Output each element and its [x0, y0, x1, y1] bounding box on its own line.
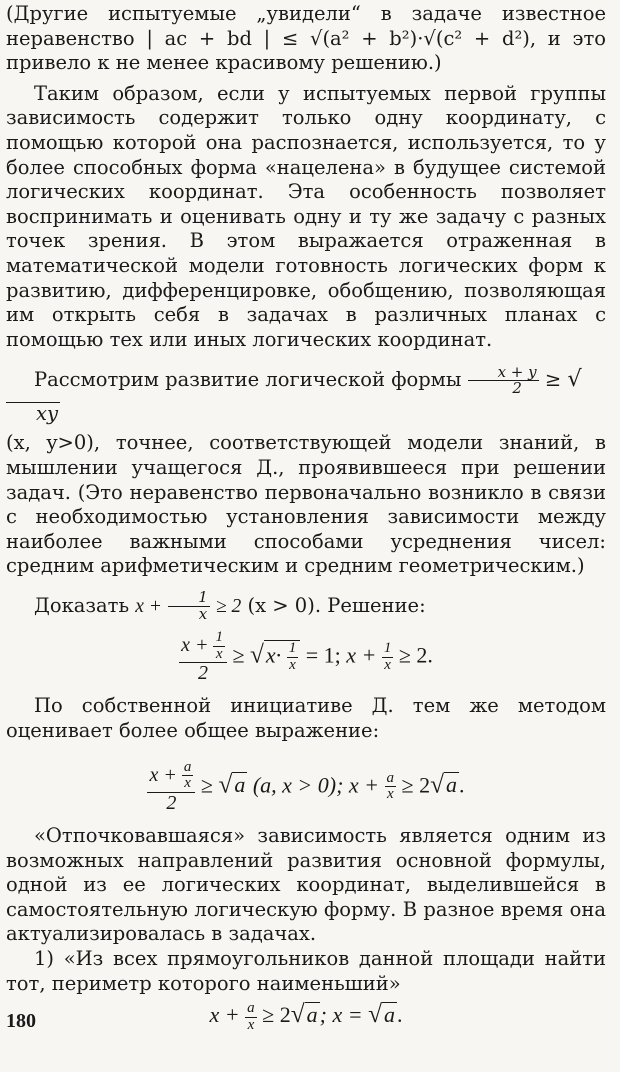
- task-fraction-den: x: [198, 604, 208, 623]
- radical-sign-icon: √: [250, 640, 264, 669]
- sol1-tail-fraction: [382, 641, 394, 674]
- paragraph-budding-dependency: «Отпочковавшаяся» зависимость является одним из возможных направлений развития основной формулы, одной из ее логических координат, выделившейся в самостоятельную логическую форму. В разное время она актуализировалась в задачах.: [6, 824, 606, 946]
- sol2-tail-num: a: [386, 769, 395, 786]
- sol2-tail-radicand: a: [446, 771, 458, 797]
- sol1-radicand-fraction: [287, 641, 299, 674]
- formula-solution-3: [6, 1000, 606, 1033]
- paragraph-am-gm-intro: [6, 362, 606, 431]
- sol1-equals: = 1;: [305, 642, 341, 668]
- radical-sign-icon: √: [430, 769, 445, 798]
- paragraph-logical-coordinates: Таким образом, если у испытуемых первой группы зависимость содержит только одну координату, с помощью которой она распознается, используется, то у более способных форма «нацелена» в будущее системой логических координат. Эта особенность позволяет воспринимать и оценивать одну и ту же задачу с разных точек зрения. В этом выражается отраженная в математической модели готовность логических форм к развитию, дифференцировке, обобщению, позволяющая им открыть себя в задачах в различных планах с помощью тех или иных логических координат.: [6, 81, 606, 351]
- sol1-radicand: [264, 640, 300, 674]
- sol2-top-text: x +: [149, 763, 177, 786]
- sol2-inner-den: x: [184, 775, 191, 792]
- am-gm-radicand: xy: [6, 402, 60, 424]
- sol1-inner-num: 1: [215, 628, 223, 645]
- am-gm-numerator: x + y: [468, 365, 539, 382]
- task-lhs: x +: [135, 595, 162, 617]
- sol1-tail-lhs: x +: [346, 642, 377, 668]
- radical-sign-icon: √: [218, 769, 233, 798]
- sol2-main-fraction: [147, 760, 195, 815]
- sol3-radicand-2: a: [383, 1002, 395, 1028]
- sol2-main-den: 2: [166, 792, 177, 815]
- sol3-num: a: [247, 999, 255, 1016]
- sol1-tail-rhs: ≥ 2.: [398, 642, 433, 668]
- task-fraction: [168, 590, 210, 623]
- sol1-inner-den: x: [215, 645, 223, 662]
- sol1-main-num: [179, 630, 227, 664]
- sol1-tail-den: x: [384, 656, 391, 673]
- radical-sign-icon: √: [567, 366, 582, 393]
- paragraph-rectangle-task: 1) «Из всех прямоугольников данной площади найти тот, периметр которого наименьший»: [6, 947, 606, 995]
- sol2-main-num: [147, 760, 195, 794]
- am-gm-denominator: 2: [512, 379, 522, 398]
- sol3-lhs: x +: [209, 1002, 240, 1028]
- am-gm-relation: ≥: [544, 368, 562, 392]
- sol3-den: x: [247, 1016, 255, 1033]
- page-number: 180: [6, 1010, 36, 1032]
- radical-sign-icon: √: [368, 1000, 382, 1029]
- sol1-radicand-den: x: [289, 656, 296, 673]
- sol2-radicand: a: [234, 771, 246, 797]
- paragraph-am-gm-rest: (x, y>0), точнее, соответствующей модели знаний, в мышлении учащегося Д., проявившееся при решении задач. (Это неравенство первоначально возникло в связи с необходимостью установления зависимости между наиболее важными способами усреднения чисел: средним арифметическим и средним геометрическим.): [6, 431, 606, 578]
- sol1-radicand-x: x·: [265, 642, 282, 668]
- sol1-tail-num: 1: [383, 639, 392, 656]
- task-condition: (x > 0). Решение:: [247, 593, 426, 617]
- sol1-radicand-num: 1: [288, 639, 297, 656]
- sol2-inner-num: a: [183, 758, 192, 775]
- sol2-tail-lhs: x +: [348, 771, 380, 797]
- task-lead-text: Доказать: [34, 593, 130, 617]
- task-rhs: ≥ 2: [215, 595, 242, 617]
- sol3-radicand: a: [306, 1002, 318, 1028]
- sol3-fraction: [245, 1001, 257, 1034]
- sol2-relation: ≥: [200, 771, 213, 797]
- sol1-top-text: x +: [181, 633, 209, 656]
- radical-sign-icon: √: [290, 1000, 305, 1029]
- sol1-inner-fraction: [213, 630, 225, 663]
- sol1-relation: ≥: [232, 642, 245, 668]
- task-fraction-num: 1: [168, 590, 210, 607]
- sol2-inner-fraction: [182, 760, 194, 793]
- sol2-tail-rhs: ≥ 2: [401, 771, 431, 797]
- sol1-main-fraction: [179, 630, 227, 685]
- am-gm-lead-text: Рассмотрим развитие логической формы: [34, 368, 462, 392]
- paragraph-generalization: По собственной инициативе Д. тем же методом оценивает более общее выражение:: [6, 694, 606, 742]
- formula-solution-2: [6, 760, 606, 815]
- sol2-tail-fraction: [385, 771, 397, 804]
- sol3-mid: ; x =: [319, 1002, 363, 1028]
- am-gm-fraction: [468, 362, 539, 398]
- sol2-end: .: [459, 771, 465, 797]
- sol3-rhs: ≥ 2: [262, 1002, 291, 1028]
- sol1-main-den: 2: [198, 662, 209, 685]
- sol2-condition: (a, x > 0);: [252, 771, 344, 797]
- sol3-end: .: [396, 1002, 403, 1028]
- sol2-tail-den: x: [386, 786, 394, 803]
- formula-solution-1: [6, 630, 606, 685]
- paragraph-parenthetical: (Другие испытуемые „увидели“ в задаче известное неравенство | ac + bd | ≤ √(a² + b²)·√(c² + d²), и это привело к не менее красивому решению.): [6, 2, 606, 75]
- paragraph-task-statement: [6, 589, 606, 624]
